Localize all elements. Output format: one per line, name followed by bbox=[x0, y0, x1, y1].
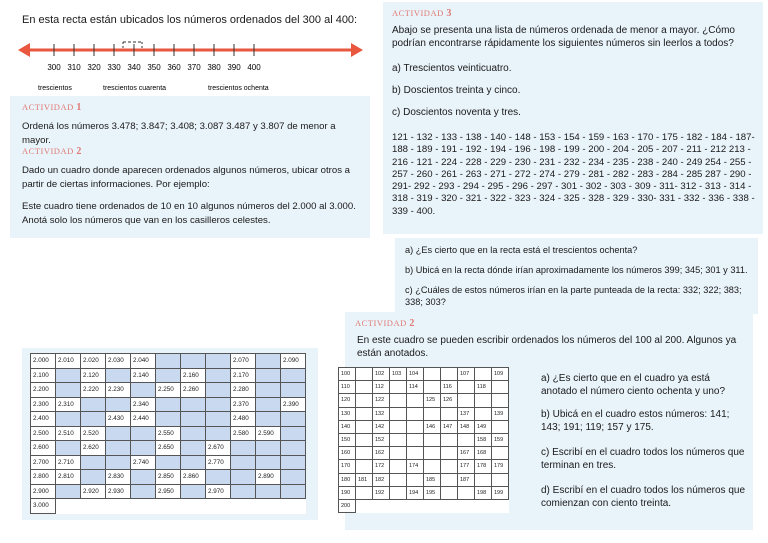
table-cell[interactable] bbox=[231, 441, 256, 456]
table-row bbox=[31, 354, 306, 369]
table-cell[interactable] bbox=[492, 420, 509, 433]
table-cell: 2.950 bbox=[156, 484, 181, 499]
question-a: a) ¿Es cierto que en la recta está el trescientos ochenta? bbox=[405, 245, 638, 255]
table-cell: 104 bbox=[407, 368, 424, 381]
table-cell[interactable] bbox=[156, 354, 181, 369]
table-cell: 2.260 bbox=[181, 383, 206, 398]
table-cell[interactable] bbox=[424, 368, 441, 381]
table-cell: 200 bbox=[339, 499, 356, 512]
table-cell[interactable] bbox=[475, 368, 492, 381]
table-cell[interactable] bbox=[56, 368, 81, 383]
table-cell[interactable] bbox=[281, 455, 306, 470]
number-line-title: En esta recta están ubicados los números ordenados del 300 al 400: bbox=[22, 14, 358, 26]
table-row bbox=[339, 381, 509, 394]
table-cell[interactable] bbox=[181, 397, 206, 412]
table-cell[interactable] bbox=[206, 397, 231, 412]
activity-3-item-c: c) Doscientos noventa y tres. bbox=[392, 107, 521, 118]
table-cell: 172 bbox=[373, 460, 390, 473]
table-row bbox=[31, 412, 306, 427]
table-cell[interactable] bbox=[441, 473, 458, 486]
table-cell: 112 bbox=[373, 381, 390, 394]
table-cell: 2.830 bbox=[106, 470, 131, 485]
table-cell: 2.090 bbox=[281, 354, 306, 369]
activity-2-intro: Dado un cuadro donde aparecen ordenados algunos números, ubicar otros a partir de ciertas informaciones. Por ejemplo: bbox=[22, 165, 351, 190]
table-cell: 110 bbox=[339, 381, 356, 394]
table-cell: 170 bbox=[339, 460, 356, 473]
table-cell: 2.600 bbox=[31, 441, 56, 456]
table-row bbox=[31, 383, 306, 398]
table-cell[interactable] bbox=[206, 354, 231, 369]
table-cell[interactable] bbox=[281, 383, 306, 398]
number-line-tick-label: 320 bbox=[87, 63, 101, 72]
table-100-200 bbox=[338, 367, 509, 513]
table-cell[interactable] bbox=[106, 426, 131, 441]
activity-2-instructions: Este cuadro tiene ordenados de 10 en 10 algunos números del 2.000 al 3.000. Anotá solo los números que van en los casilleros celestes. bbox=[22, 201, 356, 226]
activity-3-heading: ACTIVIDAD 3 bbox=[392, 8, 452, 19]
table-cell[interactable] bbox=[56, 484, 81, 499]
table-cell[interactable] bbox=[424, 407, 441, 420]
table-cell: 2.620 bbox=[81, 441, 106, 456]
table-cell: 2.200 bbox=[31, 383, 56, 398]
table-cell: 2.010 bbox=[56, 354, 81, 369]
number-line-tick-label: 340 bbox=[127, 63, 141, 72]
table-cell: 2.770 bbox=[206, 455, 231, 470]
table-cell[interactable] bbox=[81, 455, 106, 470]
number-line-tick-label: 350 bbox=[147, 63, 161, 72]
number-line-tick-label: 390 bbox=[227, 63, 241, 72]
table-cell: 2.300 bbox=[31, 397, 56, 412]
table-cell[interactable] bbox=[56, 412, 81, 427]
table-cell[interactable] bbox=[475, 473, 492, 486]
table-cell[interactable] bbox=[281, 470, 306, 485]
table-cell: 2.800 bbox=[31, 470, 56, 485]
table-cell[interactable] bbox=[181, 412, 206, 427]
table-cell: 109 bbox=[492, 368, 509, 381]
table-cell: 2.650 bbox=[156, 441, 181, 456]
table-cell: 2.920 bbox=[81, 484, 106, 499]
table-cell[interactable] bbox=[156, 397, 181, 412]
table-cell[interactable] bbox=[206, 368, 231, 383]
table-cell: 159 bbox=[492, 433, 509, 446]
table-cell[interactable] bbox=[131, 426, 156, 441]
table-cell: 132 bbox=[373, 407, 390, 420]
table-row bbox=[31, 484, 306, 499]
table-cell: 2.390 bbox=[281, 397, 306, 412]
table-cell[interactable] bbox=[356, 381, 373, 394]
table-cell: 149 bbox=[475, 420, 492, 433]
table-cell: 192 bbox=[373, 486, 390, 499]
number-line-tick-label: 400 bbox=[247, 63, 261, 72]
table-row bbox=[339, 420, 509, 433]
grid-2000-panel bbox=[22, 348, 318, 520]
table-cell: 2.170 bbox=[231, 368, 256, 383]
table-cell[interactable] bbox=[131, 441, 156, 456]
table-cell: 178 bbox=[475, 460, 492, 473]
table-row bbox=[339, 394, 509, 407]
table-cell[interactable] bbox=[256, 354, 281, 369]
table-cell[interactable] bbox=[424, 447, 441, 460]
left-arrow-icon bbox=[18, 43, 30, 57]
table-cell: 142 bbox=[373, 420, 390, 433]
table-cell[interactable] bbox=[390, 473, 407, 486]
number-line-tick-label: 370 bbox=[187, 63, 201, 72]
table-cell[interactable] bbox=[106, 397, 131, 412]
table-cell: 198 bbox=[475, 486, 492, 499]
table-cell: 2.070 bbox=[231, 354, 256, 369]
table-cell[interactable] bbox=[407, 473, 424, 486]
number-line-questions-panel bbox=[395, 238, 758, 314]
activity-2b-heading: ACTIVIDAD 2 bbox=[355, 318, 415, 329]
table-cell[interactable] bbox=[356, 394, 373, 407]
table-cell[interactable] bbox=[492, 473, 509, 486]
table-row bbox=[339, 447, 509, 460]
table-cell: 2.340 bbox=[131, 397, 156, 412]
table-cell[interactable] bbox=[56, 383, 81, 398]
table-cell: 118 bbox=[475, 381, 492, 394]
table-cell: 2.890 bbox=[256, 470, 281, 485]
table-cell[interactable] bbox=[390, 407, 407, 420]
table-row bbox=[339, 486, 509, 499]
table-cell[interactable] bbox=[156, 368, 181, 383]
activity-3-item-a: a) Trescientos veinticuatro. bbox=[392, 63, 512, 74]
table-cell: 100 bbox=[339, 368, 356, 381]
table-cell[interactable] bbox=[458, 381, 475, 394]
table-cell: 2.370 bbox=[231, 397, 256, 412]
table-cell[interactable] bbox=[390, 394, 407, 407]
table-cell[interactable] bbox=[231, 455, 256, 470]
table-cell: 168 bbox=[475, 447, 492, 460]
table-cell[interactable] bbox=[390, 460, 407, 473]
label-trescientos-ochenta: trescientos ochenta bbox=[208, 85, 269, 92]
table-cell[interactable] bbox=[81, 397, 106, 412]
table-cell: 2.160 bbox=[181, 368, 206, 383]
table-cell[interactable] bbox=[356, 447, 373, 460]
table-row bbox=[339, 473, 509, 486]
table-cell: 2.030 bbox=[106, 354, 131, 369]
table-cell: 2.710 bbox=[56, 455, 81, 470]
table-cell[interactable] bbox=[441, 368, 458, 381]
table-cell: 152 bbox=[373, 433, 390, 446]
table-cell[interactable] bbox=[441, 447, 458, 460]
table-cell[interactable] bbox=[181, 354, 206, 369]
table-cell[interactable] bbox=[458, 433, 475, 446]
table-cell[interactable] bbox=[475, 394, 492, 407]
table-cell: 148 bbox=[458, 420, 475, 433]
table-cell[interactable] bbox=[356, 433, 373, 446]
table-cell[interactable] bbox=[256, 441, 281, 456]
table-cell: 195 bbox=[424, 486, 441, 499]
table-cell[interactable] bbox=[390, 447, 407, 460]
table-cell[interactable] bbox=[356, 420, 373, 433]
table-cell[interactable] bbox=[206, 412, 231, 427]
table-cell: 2.040 bbox=[131, 354, 156, 369]
table-cell[interactable] bbox=[106, 368, 131, 383]
label-trescientos-cuarenta: trescientos cuarenta bbox=[103, 85, 167, 92]
table-cell: 2.810 bbox=[56, 470, 81, 485]
table-cell: 2.100 bbox=[31, 368, 56, 383]
question-c: c) ¿Cuáles de estos números irían en la parte punteada de la recta: 332; 322; 383; 338; 303? bbox=[405, 285, 742, 307]
table-row bbox=[31, 499, 306, 514]
table-cell: 2.550 bbox=[156, 426, 181, 441]
table-cell: 114 bbox=[407, 381, 424, 394]
question-b: b) Ubicá en la recta dónde irían aproximadamente los números 399; 345; 301 y 311. bbox=[405, 265, 748, 275]
table-cell[interactable] bbox=[390, 381, 407, 394]
table-cell[interactable] bbox=[441, 460, 458, 473]
table-cell[interactable] bbox=[131, 470, 156, 485]
table-row bbox=[339, 433, 509, 446]
label-trescientos: trescientos bbox=[38, 85, 72, 92]
number-list: 121 - 132 - 133 - 138 - 140 - 148 - 153 - 154 - 159 - 163 - 170 - 175 - 182 - 184 - 187- 188 - 189 - 191 - 192 - 194 - 196 - 198 - 199 - 200 - 204 - 205 - 207 - 211 - 212 213 - 216 - 121 - 224 - 228 - 229 - 230 - 231 - 232 - 234 - 235 - 238 - 240 - 249 254 - 255 - 257 - 260 - 261 - 263 - 271 - 272 - 274 - 279 - 281 - 282 - 283 - 284 - 285 287 - 290 - 291- 292 - 293 - 294 - 295 - 296 - 297 - 301 - 302 - 303 - 309 - 311- 312 - 313 - 314 - 318 - 319 - 320 - 321 - 322 - 323 - 324 - 325 - 328 - 329 - 330- 331 - 332 - 336 - 338 - 339 - 400. bbox=[392, 132, 755, 217]
table-cell: 2.440 bbox=[131, 412, 156, 427]
table-cell: 140 bbox=[339, 420, 356, 433]
table-cell[interactable] bbox=[407, 447, 424, 460]
table-cell[interactable] bbox=[492, 394, 509, 407]
table-cell: 2.860 bbox=[181, 470, 206, 485]
activity-1-text: Ordená los números 3.478; 3.847; 3.408; 3.087 3.487 y 3.807 de menor a mayor. bbox=[22, 121, 336, 146]
table-cell: 174 bbox=[407, 460, 424, 473]
table-cell: 2.250 bbox=[156, 383, 181, 398]
table-cell[interactable] bbox=[281, 426, 306, 441]
table-cell: 2.520 bbox=[81, 426, 106, 441]
table-cell[interactable] bbox=[256, 397, 281, 412]
table-cell[interactable] bbox=[106, 441, 131, 456]
table-cell[interactable] bbox=[231, 484, 256, 499]
table-cell[interactable] bbox=[441, 486, 458, 499]
table-row bbox=[339, 368, 509, 381]
table-cell[interactable] bbox=[231, 470, 256, 485]
table-cell: 160 bbox=[339, 447, 356, 460]
activity-2b-item-b: b) Ubicá en el cuadro estos números: 141; 143; 191; 119; 157 y 175. bbox=[541, 409, 730, 433]
table-cell: 162 bbox=[373, 447, 390, 460]
number-line-tick-label: 330 bbox=[107, 63, 121, 72]
table-cell: 2.140 bbox=[131, 368, 156, 383]
table-cell: 2.590 bbox=[256, 426, 281, 441]
table-cell[interactable] bbox=[356, 486, 373, 499]
right-arrow-icon bbox=[351, 43, 363, 57]
table-cell: 2.230 bbox=[106, 383, 131, 398]
table-row bbox=[31, 455, 306, 470]
table-cell[interactable] bbox=[492, 447, 509, 460]
table-cell[interactable] bbox=[106, 455, 131, 470]
table-cell: 177 bbox=[458, 460, 475, 473]
table-cell[interactable] bbox=[206, 470, 231, 485]
table-cell[interactable] bbox=[407, 420, 424, 433]
number-line-tick-label: 310 bbox=[67, 63, 81, 72]
table-cell: 130 bbox=[339, 407, 356, 420]
table-cell[interactable] bbox=[206, 426, 231, 441]
table-cell[interactable] bbox=[441, 433, 458, 446]
table-cell[interactable] bbox=[356, 407, 373, 420]
table-cell[interactable] bbox=[56, 441, 81, 456]
table-cell: 122 bbox=[373, 394, 390, 407]
table-cell: 2.400 bbox=[31, 412, 56, 427]
table-cell[interactable] bbox=[281, 412, 306, 427]
activity-2-heading: ACTIVIDAD 2 bbox=[22, 146, 82, 157]
table-2000-3000 bbox=[30, 353, 306, 514]
number-line-tick-label: 300 bbox=[47, 63, 61, 72]
table-cell: 180 bbox=[339, 473, 356, 486]
table-cell[interactable] bbox=[281, 441, 306, 456]
table-row bbox=[339, 407, 509, 420]
table-cell: 167 bbox=[458, 447, 475, 460]
table-cell: 2.120 bbox=[81, 368, 106, 383]
table-cell[interactable] bbox=[407, 394, 424, 407]
table-cell[interactable] bbox=[256, 368, 281, 383]
table-cell[interactable] bbox=[281, 368, 306, 383]
table-cell[interactable] bbox=[458, 486, 475, 499]
table-cell: 116 bbox=[441, 381, 458, 394]
table-cell[interactable] bbox=[181, 455, 206, 470]
table-row bbox=[31, 368, 306, 383]
table-cell[interactable] bbox=[441, 407, 458, 420]
activity-3-intro: Abajo se presenta una lista de números ordenada de menor a mayor. ¿Cómo podrían encontrarse rápidamente los siguientes números sin leerlos a todos? bbox=[392, 25, 735, 49]
table-cell[interactable] bbox=[181, 441, 206, 456]
table-cell: 182 bbox=[373, 473, 390, 486]
table-cell: 2.000 bbox=[31, 354, 56, 369]
table-cell[interactable] bbox=[424, 381, 441, 394]
table-cell[interactable] bbox=[424, 433, 441, 446]
table-cell: 102 bbox=[373, 368, 390, 381]
table-cell: 107 bbox=[458, 368, 475, 381]
table-cell[interactable] bbox=[156, 455, 181, 470]
table-cell: 2.700 bbox=[31, 455, 56, 470]
activity-2b-intro: En este cuadro se pueden escribir ordenados los números del 100 al 200. Algunos ya están anotados. bbox=[357, 335, 737, 359]
table-cell[interactable] bbox=[256, 383, 281, 398]
table-cell[interactable] bbox=[256, 484, 281, 499]
activity-2b-item-d: d) Escribí en el cuadro todos los números que comienzan con ciento treinta. bbox=[541, 485, 745, 509]
activity-3-panel bbox=[383, 2, 763, 234]
table-cell[interactable] bbox=[81, 470, 106, 485]
table-row bbox=[31, 397, 306, 412]
table-cell[interactable] bbox=[206, 383, 231, 398]
table-cell: 2.480 bbox=[231, 412, 256, 427]
table-cell[interactable] bbox=[407, 433, 424, 446]
table-cell: 2.020 bbox=[81, 354, 106, 369]
left-activities-panel bbox=[10, 96, 370, 238]
table-row bbox=[31, 441, 306, 456]
table-cell: 3.000 bbox=[31, 499, 56, 514]
table-cell: 2.280 bbox=[231, 383, 256, 398]
table-cell: 181 bbox=[356, 473, 373, 486]
table-cell: 2.850 bbox=[156, 470, 181, 485]
table-cell: 2.740 bbox=[131, 455, 156, 470]
table-cell[interactable] bbox=[156, 412, 181, 427]
table-cell: 103 bbox=[390, 368, 407, 381]
table-cell: 2.930 bbox=[106, 484, 131, 499]
table-cell[interactable] bbox=[424, 460, 441, 473]
table-cell: 158 bbox=[475, 433, 492, 446]
activity-2b-panel bbox=[341, 312, 753, 530]
table-cell: 2.430 bbox=[106, 412, 131, 427]
table-cell[interactable] bbox=[81, 412, 106, 427]
table-cell: 150 bbox=[339, 433, 356, 446]
table-row bbox=[31, 470, 306, 485]
table-cell: 139 bbox=[492, 407, 509, 420]
table-cell: 126 bbox=[441, 394, 458, 407]
table-cell[interactable] bbox=[281, 484, 306, 499]
activity-2b-item-a: a) ¿Es cierto que en el cuadro ya está anotado el número ciento ochenta y uno? bbox=[541, 373, 726, 397]
table-cell: 194 bbox=[407, 486, 424, 499]
table-cell: 2.220 bbox=[81, 383, 106, 398]
table-cell: 2.670 bbox=[206, 441, 231, 456]
table-cell[interactable] bbox=[131, 484, 156, 499]
table-cell[interactable] bbox=[492, 381, 509, 394]
number-line-tick-label: 360 bbox=[167, 63, 181, 72]
number-line bbox=[18, 38, 368, 98]
table-cell[interactable] bbox=[181, 484, 206, 499]
table-cell[interactable] bbox=[407, 407, 424, 420]
table-cell[interactable] bbox=[390, 486, 407, 499]
table-cell[interactable] bbox=[458, 394, 475, 407]
table-cell: 2.310 bbox=[56, 397, 81, 412]
table-cell: 2.580 bbox=[231, 426, 256, 441]
table-cell: 187 bbox=[458, 473, 475, 486]
table-cell: 120 bbox=[339, 394, 356, 407]
table-cell[interactable] bbox=[475, 407, 492, 420]
number-line-tick-label: 380 bbox=[207, 63, 221, 72]
table-cell: 146 bbox=[424, 420, 441, 433]
table-row bbox=[339, 499, 509, 512]
table-cell[interactable] bbox=[356, 368, 373, 381]
table-cell: 125 bbox=[424, 394, 441, 407]
table-row bbox=[31, 426, 306, 441]
table-cell: 185 bbox=[424, 473, 441, 486]
table-cell: 2.510 bbox=[56, 426, 81, 441]
table-cell[interactable] bbox=[356, 460, 373, 473]
activity-2b-item-c: c) Escribí en el cuadro todos los números que terminan en tres. bbox=[541, 447, 745, 471]
activity-1-heading: ACTIVIDAD 1 bbox=[22, 102, 82, 113]
table-cell: 147 bbox=[441, 420, 458, 433]
table-cell[interactable] bbox=[390, 420, 407, 433]
table-cell[interactable] bbox=[256, 455, 281, 470]
table-cell[interactable] bbox=[131, 383, 156, 398]
table-cell[interactable] bbox=[181, 426, 206, 441]
table-cell: 2.900 bbox=[31, 484, 56, 499]
table-cell: 190 bbox=[339, 486, 356, 499]
table-row bbox=[339, 460, 509, 473]
table-cell: 2.500 bbox=[31, 426, 56, 441]
activity-3-item-b: b) Doscientos treinta y cinco. bbox=[392, 85, 521, 96]
table-cell: 137 bbox=[458, 407, 475, 420]
table-cell[interactable] bbox=[256, 412, 281, 427]
table-cell: 199 bbox=[492, 486, 509, 499]
table-cell: 179 bbox=[492, 460, 509, 473]
table-cell: 2.970 bbox=[206, 484, 231, 499]
table-cell[interactable] bbox=[390, 433, 407, 446]
